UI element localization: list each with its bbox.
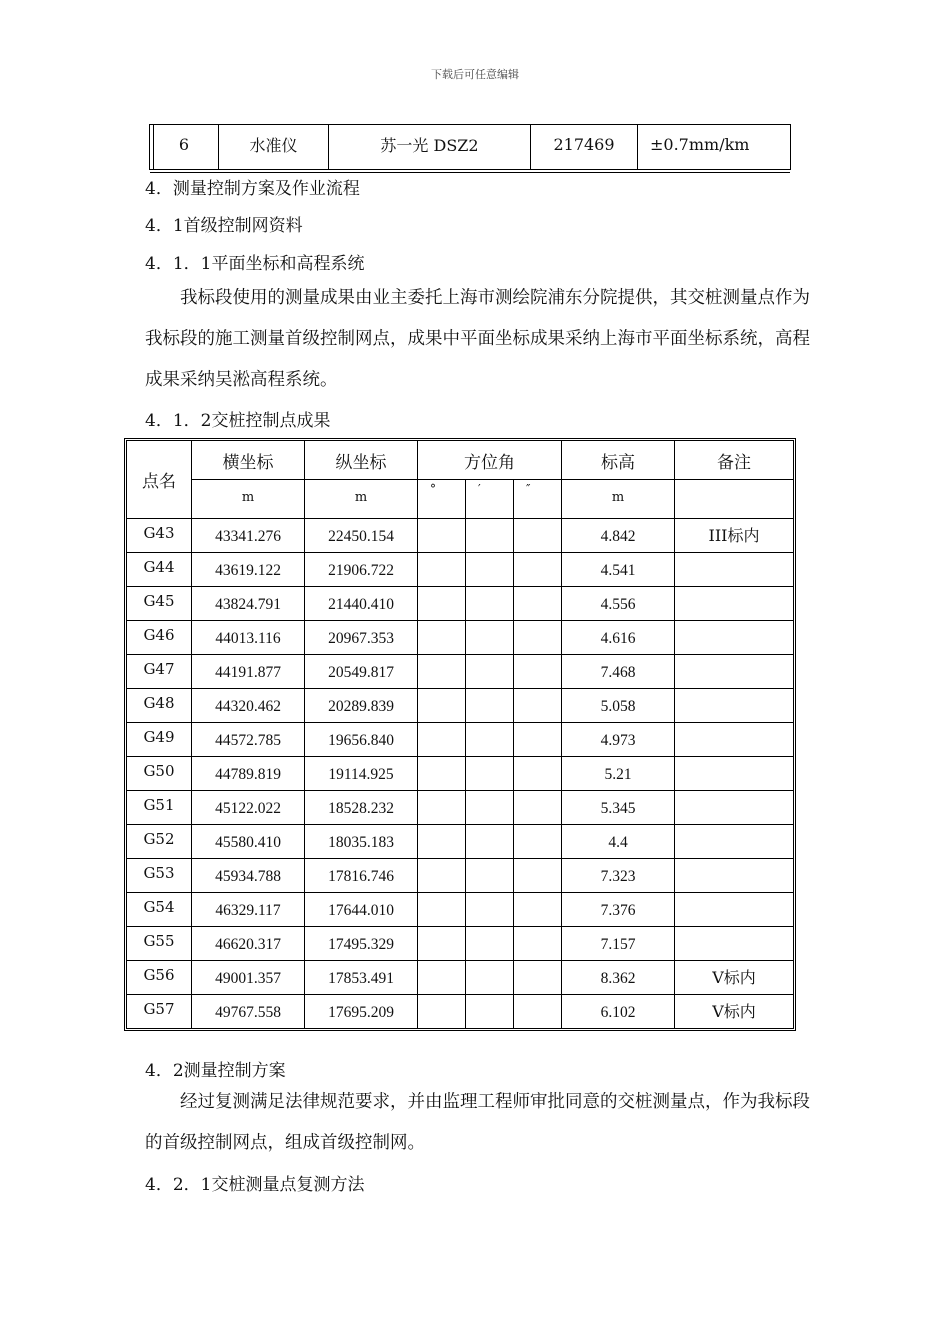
- unit-second: ″: [514, 480, 562, 519]
- header-note: 备注: [675, 441, 794, 480]
- heading-4-1: 4．1首级控制网资料: [145, 216, 303, 236]
- azimuth-minute: [466, 723, 514, 757]
- table-row: [127, 723, 794, 757]
- elevation: 4.541: [562, 553, 675, 587]
- heading-4-2-1: 4．2．1交桩测量点复测方法: [145, 1175, 365, 1195]
- x-coordinate: 45122.022: [192, 791, 305, 825]
- azimuth-second: [514, 893, 562, 927]
- point-name: G47: [127, 655, 192, 689]
- azimuth-second: [514, 723, 562, 757]
- azimuth-second: [514, 961, 562, 995]
- azimuth-degree: [418, 587, 466, 621]
- azimuth-second: [514, 995, 562, 1029]
- note: V标内: [675, 995, 794, 1029]
- elevation: 4.616: [562, 621, 675, 655]
- x-coordinate: 49001.357: [192, 961, 305, 995]
- azimuth-degree: [418, 621, 466, 655]
- azimuth-degree: [418, 927, 466, 961]
- point-name: G54: [127, 893, 192, 927]
- point-name: G53: [127, 859, 192, 893]
- header-x: 横坐标: [192, 441, 305, 480]
- table-row: [127, 893, 794, 927]
- unit-y: m: [305, 480, 418, 519]
- y-coordinate: 17695.209: [305, 995, 418, 1029]
- paragraph-text: 经过复测满足法律规范要求，并由监理工程师审批同意的交桩测量点，作为我标段的首级控制网点，组成首级控制网。: [145, 1092, 810, 1153]
- x-coordinate: 44572.785: [192, 723, 305, 757]
- azimuth-second: [514, 655, 562, 689]
- point-name: G46: [127, 621, 192, 655]
- azimuth-degree: [418, 519, 466, 553]
- note: V标内: [675, 961, 794, 995]
- azimuth-minute: [466, 689, 514, 723]
- azimuth-degree: [418, 893, 466, 927]
- y-coordinate: 17495.329: [305, 927, 418, 961]
- elevation: 7.157: [562, 927, 675, 961]
- y-coordinate: 20289.839: [305, 689, 418, 723]
- azimuth-degree: [418, 689, 466, 723]
- azimuth-degree: [418, 723, 466, 757]
- elevation: 5.21: [562, 757, 675, 791]
- y-coordinate: 21906.722: [305, 553, 418, 587]
- unit-x: m: [192, 480, 305, 519]
- elevation: 7.323: [562, 859, 675, 893]
- azimuth-degree: [418, 995, 466, 1029]
- heading-4-1-1: 4．1．1平面坐标和高程系统: [145, 254, 365, 274]
- azimuth-minute: [466, 995, 514, 1029]
- unit-degree: °: [418, 480, 466, 519]
- note: [675, 723, 794, 757]
- header-azimuth: 方位角: [418, 441, 562, 480]
- note: [675, 655, 794, 689]
- point-name: G44: [127, 553, 192, 587]
- azimuth-degree: [418, 791, 466, 825]
- point-name: G45: [127, 587, 192, 621]
- note: III标内: [675, 519, 794, 553]
- azimuth-minute: [466, 621, 514, 655]
- y-coordinate: 17853.491: [305, 961, 418, 995]
- instrument-accuracy: ±0.7mm/km: [650, 134, 750, 154]
- point-name: G51: [127, 791, 192, 825]
- note: [675, 791, 794, 825]
- azimuth-minute: [466, 961, 514, 995]
- azimuth-second: [514, 791, 562, 825]
- table-row: [127, 587, 794, 621]
- azimuth-minute: [466, 927, 514, 961]
- azimuth-minute: [466, 519, 514, 553]
- instrument-table-row: [149, 124, 791, 170]
- elevation: 7.376: [562, 893, 675, 927]
- elevation: 5.058: [562, 689, 675, 723]
- point-name: G57: [127, 995, 192, 1029]
- y-coordinate: 18528.232: [305, 791, 418, 825]
- instrument-serial: 217469: [531, 125, 638, 169]
- table-row: [127, 961, 794, 995]
- azimuth-degree: [418, 655, 466, 689]
- azimuth-degree: [418, 757, 466, 791]
- table-row: [127, 927, 794, 961]
- azimuth-degree: [418, 553, 466, 587]
- note: [675, 587, 794, 621]
- unit-elevation: m: [562, 480, 675, 519]
- azimuth-second: [514, 689, 562, 723]
- azimuth-minute: [466, 825, 514, 859]
- point-name: G55: [127, 927, 192, 961]
- table-row: [127, 655, 794, 689]
- note: [675, 553, 794, 587]
- elevation: 4.973: [562, 723, 675, 757]
- heading-4: 4．测量控制方案及作业流程: [145, 179, 360, 199]
- y-coordinate: 18035.183: [305, 825, 418, 859]
- instrument-type: 水准仪: [219, 125, 329, 169]
- azimuth-second: [514, 859, 562, 893]
- x-coordinate: 44191.877: [192, 655, 305, 689]
- azimuth-second: [514, 825, 562, 859]
- x-coordinate: 43341.276: [192, 519, 305, 553]
- elevation: 6.102: [562, 995, 675, 1029]
- paragraph-coordinate-system: [145, 278, 810, 401]
- point-name: G48: [127, 689, 192, 723]
- heading-4-1-2: 4．1．2交桩控制点成果: [145, 411, 331, 431]
- y-coordinate: 22450.154: [305, 519, 418, 553]
- x-coordinate: 45580.410: [192, 825, 305, 859]
- point-name: G50: [127, 757, 192, 791]
- x-coordinate: 44789.819: [192, 757, 305, 791]
- heading-4-2: 4．2测量控制方案: [145, 1061, 286, 1081]
- point-name: G43: [127, 519, 192, 553]
- azimuth-minute: [466, 757, 514, 791]
- point-name: G52: [127, 825, 192, 859]
- azimuth-second: [514, 553, 562, 587]
- table-row: [127, 553, 794, 587]
- table-row: [127, 859, 794, 893]
- table-row: [127, 689, 794, 723]
- x-coordinate: 45934.788: [192, 859, 305, 893]
- elevation: 4.556: [562, 587, 675, 621]
- instrument-index: 6: [150, 125, 219, 169]
- elevation: 4.842: [562, 519, 675, 553]
- point-name: G49: [127, 723, 192, 757]
- table-row: [127, 995, 794, 1029]
- note: [675, 757, 794, 791]
- elevation: 8.362: [562, 961, 675, 995]
- table-row: [127, 519, 794, 553]
- azimuth-second: [514, 519, 562, 553]
- y-coordinate: 20967.353: [305, 621, 418, 655]
- x-coordinate: 49767.558: [192, 995, 305, 1029]
- instrument-model: 苏一光 DSZ2: [329, 125, 531, 169]
- y-coordinate: 17816.746: [305, 859, 418, 893]
- note: [675, 621, 794, 655]
- note: [675, 893, 794, 927]
- azimuth-second: [514, 621, 562, 655]
- unit-note: [675, 480, 794, 519]
- azimuth-second: [514, 757, 562, 791]
- table-row: [127, 825, 794, 859]
- x-coordinate: 46620.317: [192, 927, 305, 961]
- note: [675, 859, 794, 893]
- azimuth-degree: [418, 859, 466, 893]
- x-coordinate: 43824.791: [192, 587, 305, 621]
- elevation: 7.468: [562, 655, 675, 689]
- azimuth-second: [514, 927, 562, 961]
- note: [675, 825, 794, 859]
- paragraph-text: 我标段使用的测量成果由业主委托上海市测绘院浦东分院提供，其交桩测量点作为我标段的施工测量首级控制网点，成果中平面坐标成果采纳上海市平面坐标系统，高程成果采纳吴淞高程系统。: [145, 288, 810, 390]
- azimuth-minute: [466, 655, 514, 689]
- header-elevation: 标高: [562, 441, 675, 480]
- header-y: 纵坐标: [305, 441, 418, 480]
- y-coordinate: 19114.925: [305, 757, 418, 791]
- note: [675, 689, 794, 723]
- y-coordinate: 17644.010: [305, 893, 418, 927]
- table-row: [127, 621, 794, 655]
- header-note: 下载后可任意编辑: [431, 68, 519, 81]
- elevation: 4.4: [562, 825, 675, 859]
- control-point-table: [126, 440, 794, 1029]
- y-coordinate: 19656.840: [305, 723, 418, 757]
- azimuth-minute: [466, 791, 514, 825]
- azimuth-minute: [466, 859, 514, 893]
- unit-minute: ′: [466, 480, 514, 519]
- x-coordinate: 43619.122: [192, 553, 305, 587]
- elevation: 5.345: [562, 791, 675, 825]
- header-point-name: 点名: [127, 441, 192, 519]
- azimuth-second: [514, 587, 562, 621]
- azimuth-minute: [466, 587, 514, 621]
- y-coordinate: 21440.410: [305, 587, 418, 621]
- azimuth-degree: [418, 961, 466, 995]
- table-row: [127, 757, 794, 791]
- y-coordinate: 20549.817: [305, 655, 418, 689]
- point-name: G56: [127, 961, 192, 995]
- table-row: [127, 791, 794, 825]
- azimuth-degree: [418, 825, 466, 859]
- x-coordinate: 44320.462: [192, 689, 305, 723]
- x-coordinate: 44013.116: [192, 621, 305, 655]
- azimuth-minute: [466, 553, 514, 587]
- x-coordinate: 46329.117: [192, 893, 305, 927]
- note: [675, 927, 794, 961]
- paragraph-control-plan: [145, 1082, 810, 1164]
- azimuth-minute: [466, 893, 514, 927]
